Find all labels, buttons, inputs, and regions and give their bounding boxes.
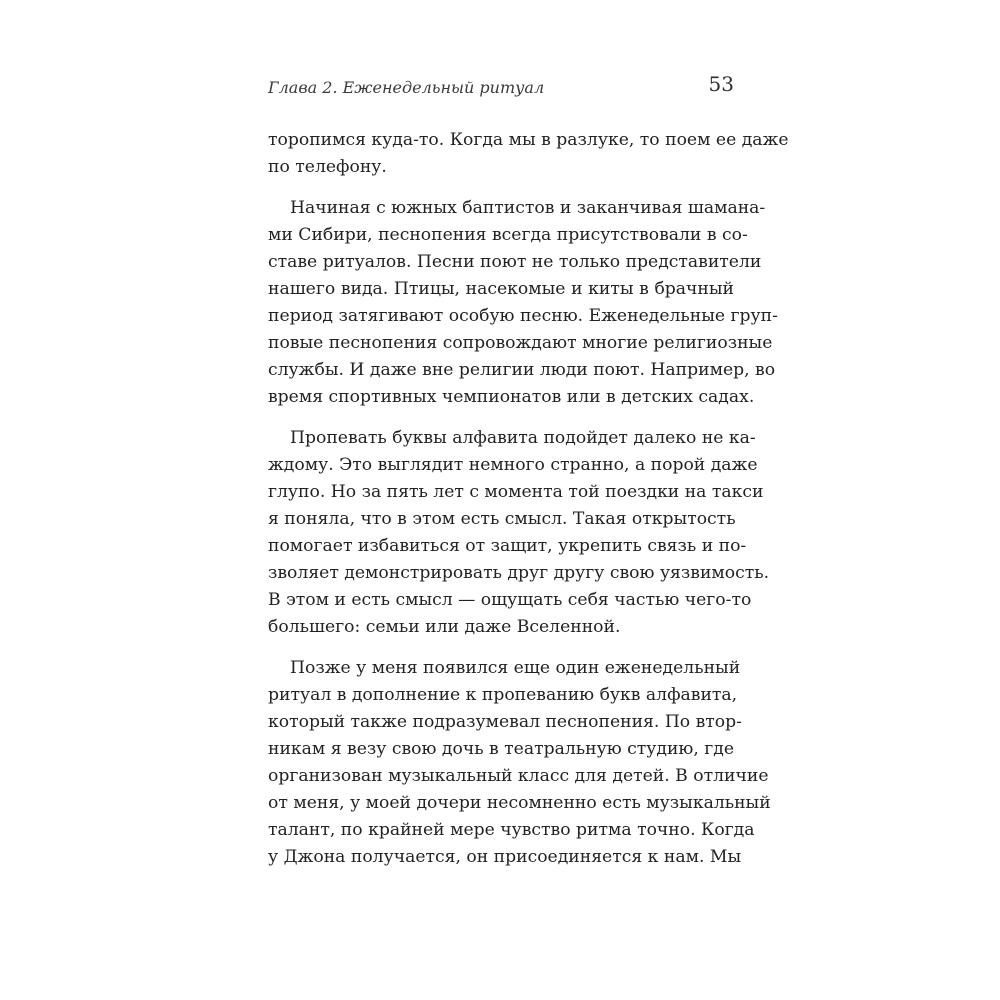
text-line: я поняла, что в этом есть смысл. Такая открытость (268, 509, 736, 529)
text-line: от меня, у моей дочери несомненно есть музыкальный (268, 793, 771, 813)
paragraph (268, 127, 789, 181)
text-line: большего: семьи или даже Вселенной. (268, 617, 621, 637)
text-line: В этом и есть смысл — ощущать себя частью чего-то (268, 590, 752, 610)
text-line: Начиная с южных баптистов и заканчивая шамана- (290, 198, 766, 218)
body-text (268, 127, 789, 885)
running-header (268, 72, 734, 104)
text-line: нашего вида. Птицы, насекомые и киты в брачный (268, 279, 734, 299)
text-line: повые песнопения сопровождают многие религиозные (268, 333, 773, 353)
text-line: Позже у меня появился еще один еженедельный (290, 658, 741, 678)
text-line: период затягивают особую песню. Еженедельные груп- (268, 306, 778, 326)
text-line: который также подразумевал песнопения. По втор- (268, 712, 742, 732)
text-line: помогает избавиться от защит, укрепить связь и по- (268, 536, 747, 556)
text-line: глупо. Но за пять лет с момента той поездки на такси (268, 482, 764, 502)
text-line: Пропевать буквы алфавита подойдет далеко не ка- (290, 428, 756, 448)
text-line: торопимся куда-то. Когда мы в разлуке, то поем ее даже (268, 130, 789, 150)
chapter-title: Глава 2. Еженедельный ритуал (268, 78, 545, 97)
paragraph (268, 425, 770, 641)
page-number: 53 (708, 72, 734, 96)
text-line: по телефону. (268, 157, 387, 177)
text-line: талант, по крайней мере чувство ритма точно. Когда (268, 820, 755, 840)
text-line: зволяет демонстрировать друг другу свою уязвимость. (268, 563, 770, 583)
text-line: ставе ритуалов. Песни поют не только представители (268, 252, 762, 272)
paragraph (268, 655, 771, 871)
text-line: службы. И даже вне религии люди поют. Например, во (268, 360, 776, 380)
text-line: никам я везу свою дочь в театральную студию, где (268, 739, 735, 759)
text-line: ждому. Это выглядит немного странно, а порой даже (268, 455, 758, 475)
text-line: время спортивных чемпионатов или в детских садах. (268, 387, 755, 407)
text-line: у Джона получается, он присоединяется к нам. Мы (268, 847, 742, 867)
text-line: организован музыкальный класс для детей. В отличие (268, 766, 769, 786)
paragraph (268, 195, 778, 411)
text-line: ми Сибири, песнопения всегда присутствовали в со- (268, 225, 748, 245)
text-line: ритуал в дополнение к пропеванию букв алфавита, (268, 685, 738, 705)
